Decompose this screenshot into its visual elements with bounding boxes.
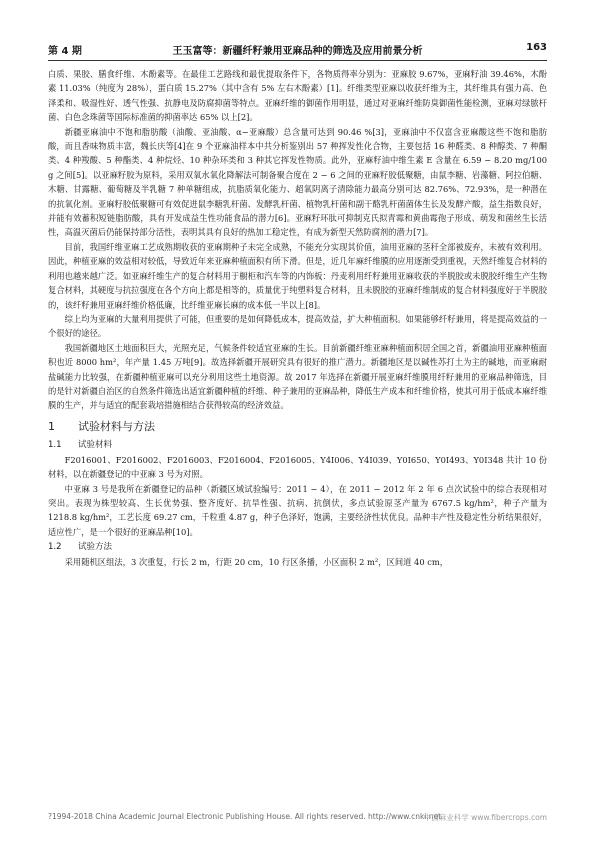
article-body <box>48 67 547 570</box>
subsection-heading <box>48 540 547 554</box>
paragraph-summary: 综上均为亚麻的大量利用提供了可能，但重要的是如何降低成本，提高效益，扩大种植面积。如果能够纤籽兼用，将是提高效益的一个很好的途径。 <box>48 313 547 339</box>
paragraph-methods: 采用随机区组法，3 次重复，行长 2 m，行距 20 cm，10 行区条播，小区面积 2 m²，区间道 40 cm， <box>64 557 449 568</box>
paragraph-xinjiang: 我国新疆地区土地面积巨大，光照充足，气候条件较适宜亚麻的生长。目前新疆纤维亚麻种植面积居全国之首，新疆油用亚麻种植面积也近 8000 hm²，年产量 1.45 万吨[9]。故选择新疆开展研究具有很好的推广潜力。新疆地区是以碱性苏打土为主的碱地，而亚麻耐盐碱能力比较强，在新疆种植亚麻可以充分利用这些土地资源。故 2017 年选择在新疆开展亚麻纤维膜用纤籽兼用的亚麻品种筛选，目的是针对新疆自治区的自然条件筛选出适宜新疆种植的纤维、种子兼用的亚麻品种，降低生产成本和纤维价格，使其可用于低成本麻纤维膜的生产，并与适宜的配套栽培措施相结合获得较高的经济效益。 <box>48 342 547 411</box>
page-header <box>48 40 547 60</box>
running-title: 王玉富等：新疆纤籽兼用亚麻品种的筛选及应用前景分析 <box>172 46 423 57</box>
page-footer <box>48 812 547 821</box>
subsection-number: 1.1 <box>48 439 62 450</box>
subsection-title: 试验方法 <box>78 542 113 553</box>
paragraph-control-variety: 中亚麻 3 号是我所在新疆登记的品种（新疆区域试验编号：2011 − 4），在 2011 − 2012 年 2 年 6 点次试验中的综合表现相对突出。表现为株型较高、生长优势强、整齐度好、抗旱性强、抗病、抗倒伏，多点试验原茎产量为 6767.5 kg/hm²，种子产量为 1218.8 kg/hm²，工艺长度 69.27 cm，千粒重 4.87 g，种子色泽好，饱满，主要经济性状优良。品种丰产性及稳定性分析结果很好，适应性广，是一个很好的亚麻品种[10]。 <box>48 483 547 537</box>
issue-number: 第 4 期 <box>48 46 82 57</box>
subsection-number: 1.2 <box>48 542 62 553</box>
watermark-text: 中国麻业科学 www.fibercrops.com <box>423 813 547 822</box>
section-number: 1 <box>48 419 55 433</box>
copyright-notice: ?1994-2018 China Academic Journal Electronic Publishing House. All rights reserved. http://www.cnki.net <box>48 812 442 821</box>
page-number: 163 <box>526 42 547 53</box>
subsection-title: 试验材料 <box>78 439 113 450</box>
section-title: 试验材料与方法 <box>78 419 155 433</box>
paragraph-materials: F2016001、F2016002、F2016003、F2016004、F2016005、Y4I006、Y4I039、Y0I650、Y0I493、Y0I348 共计 10 份材料，以在新疆登记的中亚麻 3 号为对照。 <box>48 454 547 480</box>
header-rule <box>48 60 547 61</box>
paragraph-current-status: 目前，我国纤维亚麻工艺成熟期收获的亚麻期种子未完全成熟，不能充分实现其价值，油用亚麻的茎秆全部被废弃，未被有效利用。因此，种植亚麻的效益相对较低，导致近年来亚麻种植面积有所下滑。但是，近几年麻纤维膜的应用逐渐受到重视，天然纤维复合材料的利用也越来越广泛。如亚麻纤维生产的复合材料用于橱柜和汽车等的内饰板：丹麦利用纤籽兼用亚麻收获的半脱胶或未脱胶纤维生产生物复合材料，其硬度与抗拉强度在各个方向上都是相等的，质量优于纯塑料复合材料，且未脱胶的亚麻纤维制成的复合材料强度好于半脱胶的，该纤籽兼用亚麻纤维价格低廉，比纤维亚麻长麻的成本低一半以上[8]。 <box>48 241 547 310</box>
subsection-heading <box>48 438 547 452</box>
paragraph-continued: 白质、果胶、膳食纤维、木酚素等。在最佳工艺路线和最优提取条件下，各物质得率分别为：亚麻胶 9.67%，亚麻籽油 39.46%，木酚素 11.03%（纯度为 28%），蛋白质 15.27%（其中含有 5% 左右木酚素）[1]。纤维类型亚麻以收获纤维为主，其纤维具有强力高、色泽柔和、吸湿性好、透气性强、抗静电及防腐抑菌等特点。亚麻纤维的御菌作用明显，通过对亚麻纤维防臭御菌性能检测，亚麻对绿脓杆菌、白色念珠菌等国际标准菌的抑菌率达 65% 以上[2]。 <box>48 69 547 123</box>
paragraph-linseed-oil: 新疆亚麻油中不饱和脂肪酸（油酸、亚油酸、α−亚麻酸）总含量可达到 90.46 %[3]，亚麻油中不仅富含亚麻酸这些不饱和脂肪酸，而且香味物质丰富，魏长庆等[4]在 9 个亚麻油样本中共分析鉴别出 57 种挥发性化合物，主要包括 16 种醛类、8 种醇类、7 种酮类、4 种羧酸、5 种酯类、4 种烷烃、10 种杂环类和 3 种其它挥发性物质。此外，亚麻籽油中维生素 E 含量在 6.59 − 8.20 mg/100 g 之间[5]。以亚麻籽胶为原料，采用双氧水氧化降解法可制备聚合度在 2 − 6 之间的亚麻籽胶低聚糖，由鼠李糖、岩藻糖、阿拉伯糖、木糖、甘露糖、葡萄糖及半乳糖 7 种单糖组成，抗脂质氧化能力、超氧阴离子清除能力最高分别可达 82.76%、72.93%，是一种潜在的抗氧化剂。亚麻籽胶低聚糖可有效促进鼠李糖乳杆菌、发酵乳杆菌、植物乳杆菌和副干酪乳杆菌菌体生长及发酵产酸，益生指数良好，并能有效蓄积短链脂肪酸，具有开发成益生性功能食品的潜力[6]。亚麻籽环肽可抑制克氏拟青霉和黄曲霉孢子形成、萌发和菌丝生长活性，高温灭菌后仍能保持部分活性，表明其具有良好的热加工稳定性，有成为新型天然防腐剂的潜力[7]。 <box>48 126 547 238</box>
section-heading <box>48 419 547 435</box>
